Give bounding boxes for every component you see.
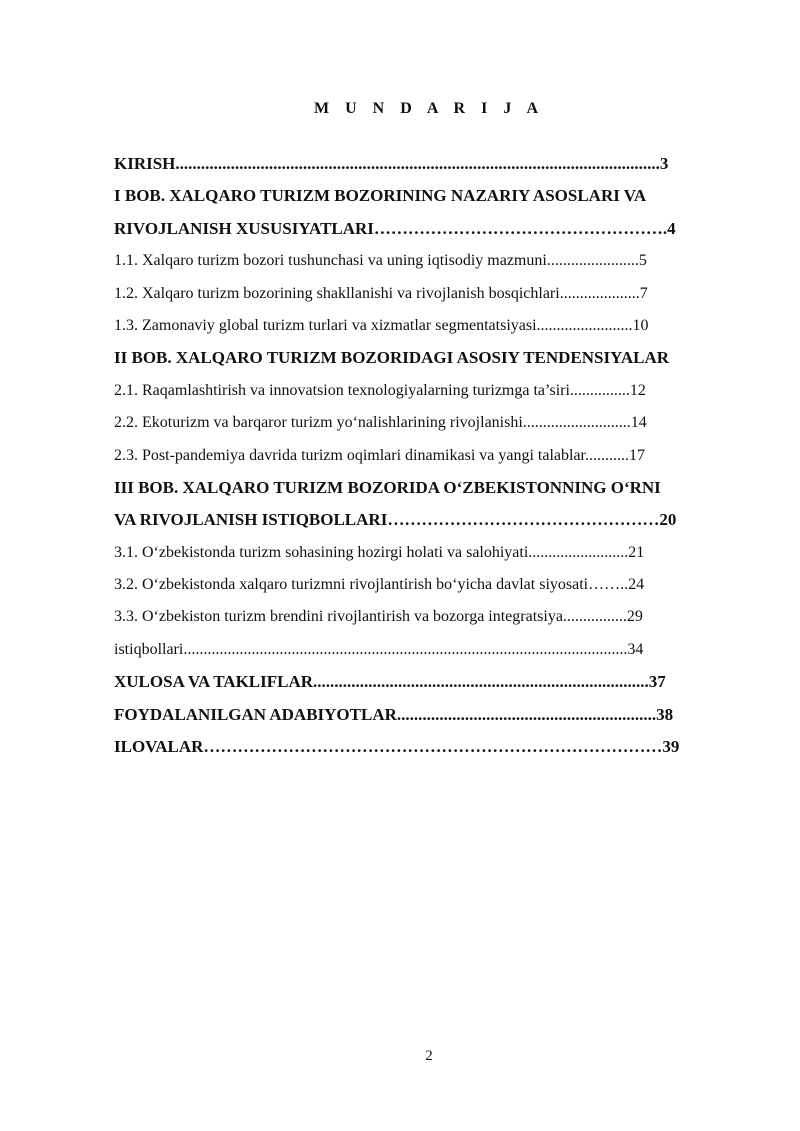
toc-entry-3-2: 3.2. O‘zbekistonda xalqaro turizmni rivojlantirish bo‘yicha davlat siyosati……..24: [114, 576, 645, 594]
page-title: M U N D A R I J A: [313, 100, 544, 117]
table-of-contents: [114, 150, 746, 765]
toc-entry-1-1: 1.1. Xalqaro turizm bozori tushunchasi va uning iqtisodiy mazmuni.......................5: [114, 252, 647, 270]
toc-entry-chapter-3: III BOB. XALQARO TURIZM BOZORIDA O‘ZBEKISTONNING O‘RNI: [114, 477, 661, 497]
toc-entry-ilovalar: ILOVALAR………………………………………………………………………39: [114, 737, 680, 757]
toc-entry-chapter-1: I BOB. XALQARO TURIZM BOZORINING NAZARIY ASOSLARI VA: [114, 186, 647, 206]
toc-entry-xulosa: XULOSA VA TAKLIFLAR...............................................................................37: [114, 672, 666, 692]
toc-entry-1-3: 1.3. Zamonaviy global turizm turlari va xizmatlar segmentatsiyasi........................10: [114, 316, 649, 334]
toc-entry-2-2: 2.2. Ekoturizm va barqaror turizm yo‘nalishlarining rivojlanishi...........................14: [114, 414, 647, 432]
toc-entry-kirish: KIRISH..................................................................................................................3: [114, 154, 669, 173]
toc-entry-2-1: 2.1. Raqamlashtirish va innovatsion texnologiyalarning turizmga ta’siri...............12: [114, 381, 646, 399]
toc-entry-3-1: 3.1. O‘zbekistonda turizm sohasining hozirgi holati va salohiyati.........................21: [114, 543, 645, 561]
toc-entry-3-3: 3.3. O‘zbekiston turizm brendini rivojlantirish va bozorga integratsiya................29: [114, 608, 643, 626]
toc-entry-3-3-cont: istiqbollari...............................................................................................................34: [114, 640, 644, 658]
page-number: 2: [425, 1048, 433, 1064]
toc-entry-chapter-3-cont: VA RIVOJLANISH ISTIQBOLLARI…………………………………………20: [114, 510, 677, 530]
toc-entry-1-2: 1.2. Xalqaro turizm bozorining shakllanishi va rivojlanish bosqichlari....................7: [114, 284, 648, 302]
toc-entry-adabiyotlar: FOYDALANILGAN ADABIYOTLAR.............................................................38: [114, 704, 674, 724]
toc-entry-2-3: 2.3. Post-pandemiya davrida turizm oqimlari dinamikasi va yangi talablar...........17: [114, 446, 645, 464]
toc-entry-chapter-1-cont: RIVOJLANISH XUSUSIYATLARI…………………………………………….4: [114, 218, 676, 238]
toc-entry-chapter-2: II BOB. XALQARO TURIZM BOZORIDAGI ASOSIY TENDENSIYALAR: [114, 348, 669, 368]
